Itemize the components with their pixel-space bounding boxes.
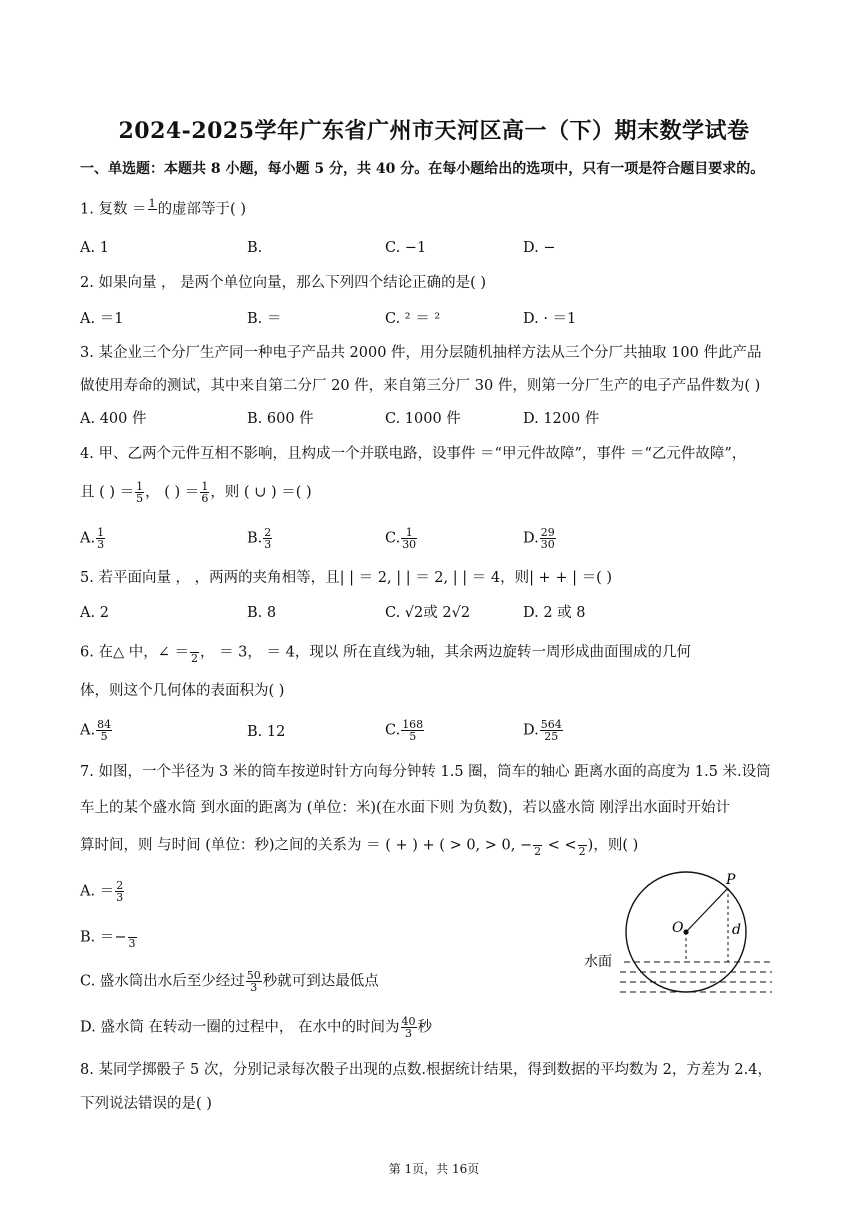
q6-option-d-fraction [540,719,563,742]
q4-fraction-2 [200,481,209,504]
q7-frac1-den: 2 [534,845,542,858]
question-6-line-2: 体，则这个几何体的表面积为( ) [80,683,285,699]
q6-option-a-label: A. [80,722,96,739]
question-5-stem: 5. 若平面向量 ， ，两两的夹角相等，且| | ＝ 2, | | ＝ 2, | | ＝ 4，则| + + | ＝( ) [80,570,612,586]
q5-option-a: A. 2 [80,605,109,621]
q7-option-c-pre: C. 盛水筒出水后至少经过 [80,973,245,990]
q4-line2-part-c: ，则 ( ∪ ) ＝( ) [210,484,312,501]
q1-stem-pre: 1. 复数 ＝ [80,201,147,218]
q6-option-c-fraction [401,719,424,742]
q7-option-a-den: 3 [116,891,124,904]
question-1-stem [80,198,246,221]
q7-line3-part-a: 算时间，则 与时间 (单位：秒)之间的关系为 ＝ ( + ) + ( > 0, > 0, − [80,837,533,854]
q4-option-c-num: 1 [401,527,417,539]
q4-option-b-num: 2 [264,526,272,539]
q7-line3-part-c: )，则( ) [587,837,639,854]
q6-option-c-den: 5 [409,730,417,743]
q7-line3-part-b: < < [543,837,577,854]
q7-option-c-num: 50 [246,969,261,982]
label-o: O [672,920,684,936]
q3-option-d: D. 1200 件 [523,411,600,427]
water-wheel-figure [580,866,780,1006]
radius-line [686,888,728,932]
q3-option-c: C. 1000 件 [385,411,461,427]
q1-option-a: A. 1 [80,240,109,256]
page-title: 2024-2025学年广东省广州市天河区高一（下）期末数学试卷 [118,118,750,144]
q5-option-b: B. 8 [247,605,277,621]
q7-option-c-fraction [246,970,262,993]
q1-stem-post: 的虚部等于( ) [157,201,246,218]
q7-option-c-post: 秒就可到达最低点 [262,973,379,990]
q6-option-b: B. 12 [247,724,286,740]
q6-option-a-num: 84 [97,718,112,731]
q4-option-d-den: 30 [540,538,555,551]
label-d: d [732,922,741,938]
q4-option-d-label: D. [523,530,539,547]
q7-option-b-fraction [128,926,137,949]
q6-option-c-label: C. [385,722,401,739]
q7-option-c [80,970,379,993]
water-surface [620,962,772,992]
label-water-surface: 水面 [584,954,612,970]
q7-option-b-pre: B. ＝− [80,929,127,946]
label-p: P [726,872,736,888]
q4-option-d-num: 29 [540,526,555,539]
q7-option-d [80,1016,432,1039]
q4-option-b-label: B. [247,530,263,547]
question-8-line-1: 8. 某同学掷骰子 5 次，分别记录每次骰子出现的点数.根据统计结果，得到数据的平均数为 2，方差为 2.4， [80,1062,772,1078]
q6-line1-part-b: ， ＝ 3， ＝ 4，现以 所在直线为轴，其余两边旋转一周形成曲面围成的几何 [199,644,691,661]
q4-option-c-den: 30 [402,538,417,551]
q4-fraction-1 [135,481,144,504]
q7-option-c-den: 3 [250,981,258,994]
q2-option-c: C. ² ＝ ² [385,311,441,327]
question-6-line-1 [80,641,691,664]
q7-option-a-fraction [115,880,124,903]
q6-option-d-label: D. [523,722,539,739]
q4-option-c-label: C. [385,530,401,547]
section-heading: 一、单选题：本题共 8 小题，每小题 5 分，共 40 分。在每小题给出的选项中，只有一项是符合题目要求的。 [80,161,765,177]
question-2-stem: 2. 如果向量 ， 是两个单位向量，那么下列四个结论正确的是( ) [80,275,487,291]
question-3-line-2: 做使用寿命的测试，其中来自第二分厂 20 件，来自第三分厂 30 件，则第一分厂生产的电子产品件数为( ) [80,378,761,394]
q1-frac-den [148,210,157,221]
q3-option-a: A. 400 件 [80,411,147,427]
q6-frac-den: 2 [190,652,198,665]
q4-option-a-label: A. [80,530,96,547]
q4-option-c [385,527,418,550]
q1-option-b: B. [247,240,263,256]
q4-frac1-num: 1 [136,480,144,493]
q6-option-d-num: 564 [540,718,562,731]
q7-option-b [80,926,138,949]
q4-option-c-fraction [401,527,417,550]
q2-option-b: B. ＝ [247,311,282,327]
q7-option-d-fraction [401,1016,417,1039]
q7-fraction-2 [578,834,587,857]
q7-option-d-num: 40 [401,1015,416,1028]
q2-option-a: A. ＝1 [80,311,124,327]
question-7-line-1: 7. 如图，一个半径为 3 米的筒车按逆时针方向每分钟转 1.5 圈，筒车的轴心 距离水面的高度为 1.5 米.设筒 [80,764,771,780]
q6-fraction [190,641,199,664]
q6-option-a-fraction [96,719,112,742]
question-7-line-3 [80,834,638,857]
q4-line2-part-b: ， ( ) ＝ [145,484,200,501]
q7-option-a-num: 2 [116,879,124,892]
q7-fraction-1 [533,834,542,857]
q7-frac2-den: 2 [578,845,586,858]
q6-line1-part-a: 6. 在△ 中，∠ ＝ [80,644,189,661]
q7-option-d-pre: D. 盛水筒 在转动一圈的过程中， 在水中的时间为 [80,1019,400,1036]
q4-option-b-den: 3 [264,538,272,551]
question-3-line-1: 3. 某企业三个分厂生产同一种电子产品共 2000 件，用分层随机抽样方法从三个分厂共抽取 100 件此产品 [80,345,762,361]
q6-option-d [523,719,564,742]
q2-option-d: D. · ＝1 [523,311,577,327]
q4-frac2-den: 6 [201,492,209,505]
q5-option-c: C. √2或 2√2 [385,605,471,621]
q7-option-a [80,880,125,903]
q6-option-a-den: 5 [100,730,108,743]
q6-option-c-num: 168 [402,718,424,731]
q4-frac1-den: 5 [136,492,144,505]
q4-option-a [80,527,106,550]
q4-option-a-num: 1 [97,526,105,539]
question-8-line-2: 下列说法错误的是( ) [80,1096,212,1112]
question-7-line-2: 车上的某个盛水筒 到水面的距离为 (单位：米)(在水面下则 为负数)，若以盛水筒 刚浮出水面时开始计 [80,800,731,816]
q3-option-b: B. 600 件 [247,411,314,427]
q7-option-b-den: 3 [128,937,136,950]
q6-option-a [80,719,113,742]
q4-option-d-fraction [540,527,556,550]
q6-option-d-den: 25 [544,730,559,743]
q4-option-a-den: 3 [97,538,105,551]
q4-frac2-num: 1 [201,480,209,493]
q4-option-a-fraction [96,527,105,550]
q4-line2-part-a: 且 ( ) ＝ [80,484,135,501]
q1-option-c: C. −1 [385,240,427,256]
q5-option-d: D. 2 或 8 [523,605,586,621]
q7-option-d-post: 秒 [417,1019,433,1036]
q4-option-d [523,527,557,550]
question-4-line-2 [80,481,312,504]
q1-fraction [148,198,157,221]
q4-option-b-fraction [263,527,272,550]
q4-option-b [247,527,273,550]
q7-option-d-den: 3 [405,1027,413,1040]
q1-frac-num: 1 [148,197,156,210]
q1-option-d: D. − [523,240,556,256]
q7-option-a-pre: A. ＝ [80,883,115,900]
q6-option-c [385,719,425,742]
page-footer: 第 1页，共 16页 [388,1162,480,1176]
question-4-line-1: 4. 甲、乙两个元件互相不影响，且构成一个并联电路，设事件 ＝“甲元件故障”，事件 ＝“乙元件故障”， [80,446,747,462]
